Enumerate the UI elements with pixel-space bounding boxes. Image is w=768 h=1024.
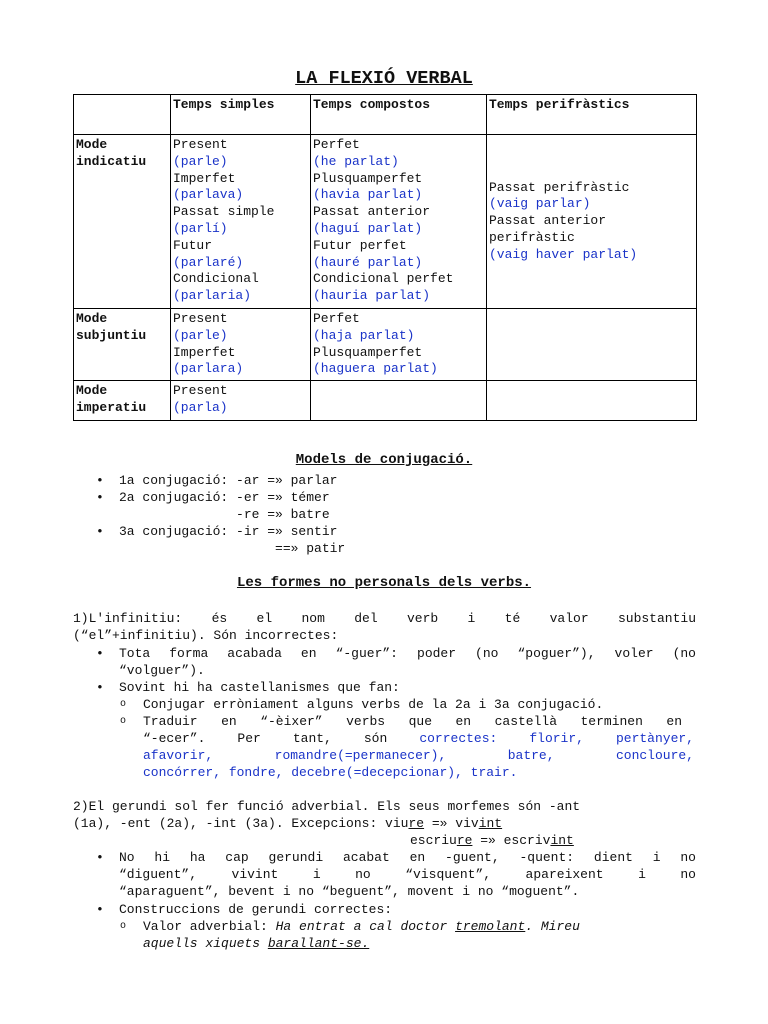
- italic-text: aquells xiquets: [143, 936, 268, 951]
- infinitiu-paragraph: [73, 610, 696, 644]
- mode-name: indicatiu: [76, 153, 147, 169]
- subbullet-line: [143, 935, 696, 952]
- underlined-italic-text: barallant-se.: [267, 936, 370, 951]
- bullet-marker: •: [96, 902, 104, 917]
- paragraph-line: 2)El gerundi sol fer funció adverbial. Els seus morfemes són -ant: [73, 799, 581, 814]
- cell-perifrastics: [487, 381, 697, 421]
- table-row-imperatiu: [74, 381, 697, 421]
- header-cell-perifrastics: Temps perifràstics: [487, 95, 697, 135]
- bullet-line: Sovint hi ha castellanismes que fan:: [119, 680, 400, 695]
- underlined-text: int: [550, 833, 574, 848]
- tense-name: Perfet: [313, 137, 360, 152]
- bullet-guer: [96, 645, 696, 679]
- page-title: LA FLEXIÓ VERBAL: [295, 68, 473, 89]
- mode-label: Mode: [76, 137, 108, 152]
- example-form: (parlí): [173, 220, 228, 236]
- example-form: (havia parlat): [313, 187, 423, 203]
- example-form: (haguera parlat): [313, 361, 438, 377]
- bullet-line: Tota forma acabada en “-guer”: poder (no “poguer”), voler (no: [119, 646, 696, 661]
- italic-text: Ha entrat a cal doctor: [275, 919, 456, 934]
- bullet-marker: •: [96, 850, 104, 865]
- italic-text: . Mireu: [525, 919, 580, 934]
- models-title: Models de conjugació.: [295, 452, 473, 468]
- mode-name: imperatiu: [76, 399, 147, 415]
- tense-name: Present: [173, 137, 228, 152]
- mode-label: Mode: [76, 383, 108, 399]
- cell-perifrastics: [487, 135, 697, 309]
- example-form: (parlara): [173, 361, 244, 377]
- tense-name: perifràstic: [489, 229, 575, 245]
- subbullet-marker: o: [120, 921, 127, 932]
- bullet-line: “diguent”, vivint i no “visquent”, apareixent i no: [119, 867, 696, 882]
- tense-name: Plusquamperfet: [313, 170, 423, 186]
- list-item: • 1a conjugació: -ar =» parlar: [96, 472, 345, 489]
- mode-cell-imperatiu: [74, 381, 171, 421]
- subbullet-line: [143, 918, 696, 935]
- text-span: =» escriv: [472, 833, 551, 848]
- paragraph-line: [73, 815, 696, 832]
- cell-compostos: [311, 309, 487, 381]
- formes-title: Les formes no personals dels verbs.: [236, 575, 532, 591]
- cell-compostos: [311, 381, 487, 421]
- cell-perifrastics: [487, 309, 697, 381]
- paragraph-line: [73, 832, 696, 849]
- bullet-line: No hi ha cap gerundi acabat en -guent, -quent: dient i no: [119, 850, 696, 865]
- example-form: (parlava): [173, 187, 244, 203]
- subbullet-valor-adverbial: [120, 918, 696, 952]
- header-cell-empty: [74, 95, 171, 135]
- bullet-guent: [96, 849, 696, 900]
- paragraph-line: 1)L'infinitiu: és el nom del verb i té valor substantiu: [73, 611, 696, 626]
- example-form: (parlaré): [173, 254, 244, 270]
- subbullet-line: concórrer, fondre, decebre(=decepcionar), trair.: [143, 765, 518, 780]
- example-form: (parlaria): [173, 288, 252, 304]
- bullet-line: “volguer”).: [119, 663, 205, 678]
- tense-name: Futur perfet: [313, 237, 407, 253]
- list-item: • 3a conjugació: -ir =» sentir: [96, 523, 345, 540]
- subbullet-traduir: [120, 713, 694, 781]
- bullet-marker: •: [96, 680, 104, 695]
- example-form: (parle): [173, 327, 228, 343]
- underlined-italic-text: tremolant: [455, 919, 526, 934]
- tense-name: Passat perifràstic: [489, 179, 630, 195]
- text-span: (1a), -ent (2a), -int (3a). Excepcions: viu: [73, 816, 409, 831]
- example-form: (parle): [173, 153, 228, 169]
- tense-name: Passat simple: [173, 204, 275, 220]
- mode-label: Mode: [76, 311, 108, 326]
- underlined-text: re: [408, 816, 425, 831]
- cell-simples: [171, 135, 311, 309]
- tense-name: Futur: [173, 237, 213, 253]
- underlined-text: re: [456, 833, 473, 848]
- cell-compostos: [311, 135, 487, 309]
- subbullet-line: [143, 730, 694, 747]
- subbullet-marker: o: [120, 716, 127, 727]
- example-form: (he parlat): [313, 153, 399, 169]
- header-cell-compostos: Temps compostos: [311, 95, 487, 135]
- example-form: (parla): [173, 399, 228, 415]
- bullet-castellanismes: [96, 679, 696, 696]
- bullet-line: Construccions de gerundi correctes:: [119, 902, 393, 917]
- table-row-subjuntiu: [74, 309, 697, 381]
- subbullet-line: Conjugar erròniament alguns verbs de la 2a i 3a conjugació.: [143, 697, 604, 712]
- example-form: (hauria parlat): [313, 288, 431, 304]
- table-row-indicatiu: [74, 135, 697, 309]
- subbullet-line: afavorir, romandre(=permanecer), batre, concloure,: [143, 748, 694, 763]
- tense-name: Present: [173, 383, 228, 399]
- example-form: (vaig parlar): [489, 196, 591, 212]
- tense-name: Condicional: [173, 271, 259, 287]
- underlined-text: int: [478, 816, 503, 831]
- paragraph-line: (“el”+infinitiu). Són incorrectes:: [73, 628, 339, 643]
- bullet-line: “aparaguent”, bevent i no “beguent”, movent i no “moguent”.: [119, 884, 580, 899]
- tense-name: Present: [173, 311, 228, 326]
- tense-name: Passat anterior: [489, 213, 607, 229]
- header-cell-simples: Temps simples: [171, 95, 311, 135]
- bullet-construccions: [96, 901, 696, 918]
- tense-name: Perfet: [313, 311, 360, 326]
- list-item: • 2a conjugació: -er =» témer: [96, 489, 345, 506]
- mode-cell-indicatiu: [74, 135, 171, 309]
- example-form: (haguí parlat): [313, 220, 423, 236]
- example-form: (haja parlat): [313, 327, 415, 343]
- example-form: (vaig haver parlat): [489, 246, 638, 262]
- text-span: Valor adverbial:: [143, 919, 276, 934]
- list-item-continuation: ==» patir: [119, 541, 346, 556]
- text-span: =» viv: [424, 816, 479, 831]
- subbullet-marker: o: [120, 699, 127, 710]
- tense-name: Plusquamperfet: [313, 344, 423, 360]
- example-form: (hauré parlat): [313, 254, 423, 270]
- list-item-continuation: -re =» batre: [119, 507, 330, 522]
- tense-name: Passat anterior: [313, 204, 431, 220]
- cell-simples: [171, 309, 311, 381]
- table-header-row: [74, 95, 697, 135]
- gerundi-paragraph: [73, 798, 696, 849]
- verb-tenses-table: [73, 94, 697, 421]
- subbullet-line: Traduir en “-èixer” verbs que en castellà terminen en: [143, 714, 682, 729]
- tense-name: Imperfet: [173, 344, 236, 360]
- models-list: [96, 472, 345, 557]
- text-span: escriu: [410, 833, 457, 848]
- tense-name: Condicional perfet: [313, 271, 454, 287]
- blue-text: correctes: florir, pertànyer,: [419, 731, 694, 746]
- mode-name: subjuntiu: [76, 327, 147, 343]
- subbullet-conjugar: [120, 696, 696, 713]
- tense-name: Imperfet: [173, 170, 236, 186]
- bullet-marker: •: [96, 646, 104, 661]
- mode-cell-subjuntiu: [74, 309, 171, 381]
- cell-simples: [171, 381, 311, 421]
- plain-text: “-ecer”. Per tant, són: [143, 731, 388, 746]
